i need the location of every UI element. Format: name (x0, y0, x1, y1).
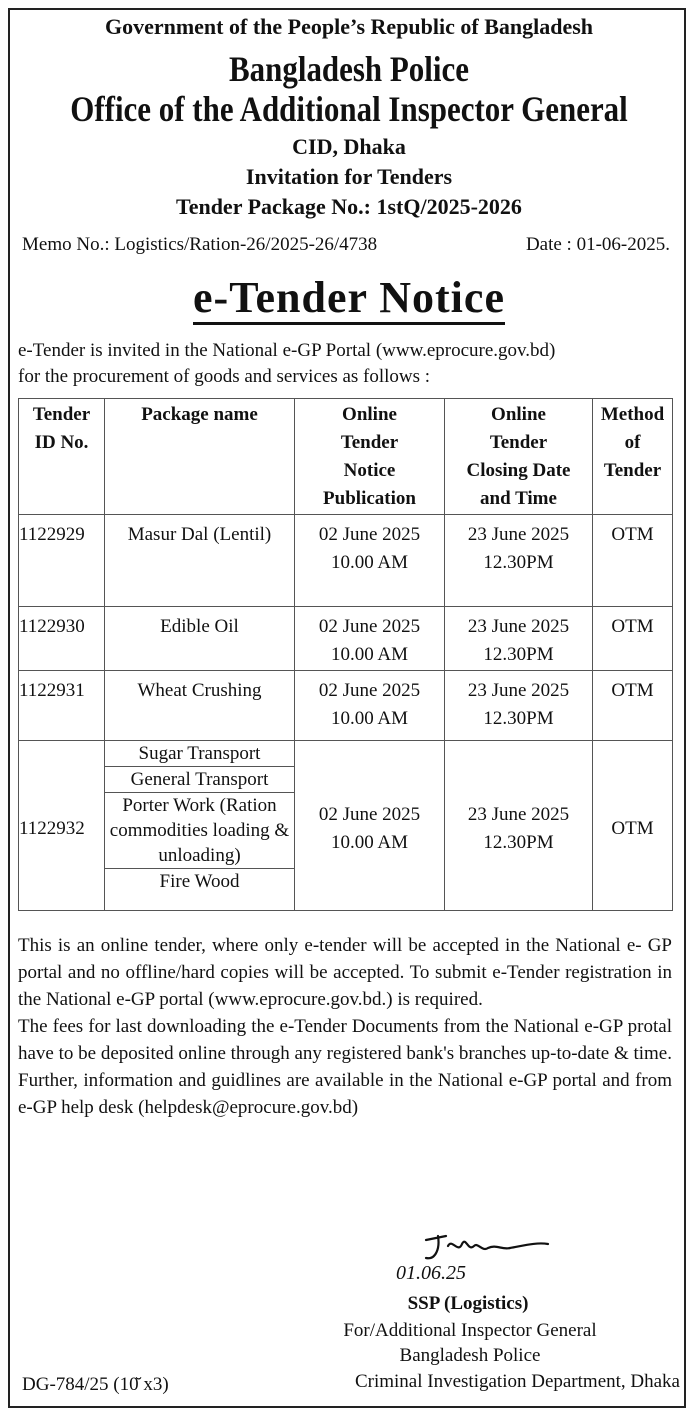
publication-cell (295, 741, 445, 911)
tender-id-cell: 1122931 (19, 671, 105, 741)
tender-id-cell: 1122930 (19, 607, 105, 671)
notice-title-text: e-Tender Notice (193, 273, 505, 325)
close-date: 23 June 2025 (467, 680, 570, 701)
table-row (19, 671, 673, 741)
close-date: 23 June 2025 (467, 616, 570, 637)
header-text: Publication (323, 488, 416, 509)
publication-cell (295, 515, 445, 607)
pub-date: 02 June 2025 (318, 524, 421, 545)
header-publication (295, 399, 445, 515)
close-time: 12.30PM (483, 708, 554, 729)
header-tender-id (19, 399, 105, 515)
location-heading: CID, Dhaka (292, 134, 406, 159)
invitation-heading: Invitation for Tenders (245, 164, 453, 189)
signatory-org: Bangladesh Police (399, 1345, 541, 1366)
intro-line-2: for the procurement of goods and services as follows : (18, 366, 431, 387)
body-text (18, 932, 672, 1121)
intro-text (18, 338, 682, 390)
close-time: 12.30PM (483, 552, 554, 573)
method-cell: OTM (593, 607, 673, 671)
package-cell: Wheat Crushing (105, 671, 295, 741)
organization-heading: Bangladesh Police (229, 49, 469, 89)
package-cell-group (105, 741, 295, 911)
notice-title (0, 272, 698, 323)
method-cell: OTM (593, 671, 673, 741)
package-item: Fire Wood (159, 871, 240, 892)
close-time: 12.30PM (483, 644, 554, 665)
memo-number: Memo No.: Logistics/Ration-26/2025-26/4738 (22, 234, 378, 255)
pub-time: 10.00 AM (330, 708, 409, 729)
memo-date: Date : 01-06-2025. (525, 234, 670, 255)
header-text: and Time (480, 488, 557, 509)
header-text: Tender (340, 432, 399, 453)
header-closing (445, 399, 593, 515)
header-text: Tender (489, 432, 548, 453)
close-date: 23 June 2025 (467, 803, 570, 825)
pub-time: 10.00 AM (330, 552, 409, 573)
tender-id-cell: 1122929 (19, 515, 105, 607)
package-item: Porter Work (Ration commodities loading & unloading) (105, 793, 294, 869)
table-row (19, 607, 673, 671)
closing-cell (445, 671, 593, 741)
package-cell: Edible Oil (105, 607, 295, 671)
header-text: Online (342, 404, 397, 425)
paragraph: This is an online tender, where only e-tender will be accepted in the National e- GP portal and no offline/hard copies will be accepted. To submit e-Tender registration in the National e-GP portal (www.eprocure.gov.bd.) is required. (18, 935, 672, 1010)
header-text: Tender (32, 404, 91, 425)
closing-cell (445, 607, 593, 671)
intro-line-1: e-Tender is invited in the National e-GP Portal (www.eprocure.gov.bd) (18, 340, 556, 361)
header-text: Notice (343, 460, 396, 481)
header-text: Package name (141, 404, 258, 425)
package-number: Tender Package No.: 1stQ/2025-2026 (176, 194, 522, 219)
header-text: Tender (603, 460, 662, 481)
tender-table (18, 398, 673, 911)
header-text: ID No. (34, 432, 89, 453)
pub-time: 10.00 AM (330, 831, 409, 853)
pub-date: 02 June 2025 (318, 680, 421, 701)
pub-time: 10.00 AM (330, 644, 409, 665)
table-row (19, 741, 673, 911)
package-item: Sugar Transport (105, 741, 294, 767)
header-text: of (624, 432, 641, 453)
signatory-dept: Criminal Investigation Department, Dhaka (354, 1371, 680, 1392)
package-item: General Transport (105, 767, 294, 793)
tender-id-cell: 1122932 (19, 741, 105, 911)
publication-cell (295, 607, 445, 671)
closing-cell (445, 515, 593, 607)
close-time: 12.30PM (483, 831, 554, 853)
pub-date: 02 June 2025 (318, 616, 421, 637)
pub-date: 02 June 2025 (318, 803, 421, 825)
close-date: 23 June 2025 (467, 524, 570, 545)
header-text: Online (491, 404, 546, 425)
table-row (19, 515, 673, 607)
paragraph: The fees for last downloading the e-Tender Documents from the National e-GP protal have to be deposited online through any registered bank's branches up-to-date & time. Further, information and guidlines are available in the National e-GP portal and from e-GP help desk (helpdesk@eprocure.gov.bd) (18, 1016, 672, 1118)
closing-cell (445, 741, 593, 911)
signatory-designation: SSP (Logistics) (407, 1293, 529, 1314)
method-cell: OTM (593, 515, 673, 607)
header-package-name (105, 399, 295, 515)
office-heading: Office of the Additional Inspector General (70, 89, 628, 129)
government-heading: Government of the People’s Republic of Bangladesh (104, 14, 594, 39)
table-header-row (19, 399, 673, 515)
header-method (593, 399, 673, 515)
publication-cell (295, 671, 445, 741)
signature-date: 01.06.25 (396, 1262, 466, 1284)
package-cell: Masur Dal (Lentil) (105, 515, 295, 607)
method-cell: OTM (593, 741, 673, 911)
signatory-for-line: For/Additional Inspector General (343, 1320, 597, 1341)
header-text: Closing Date (466, 460, 571, 481)
footer-reference: DG-784/25 (10̆ x3) (22, 1374, 169, 1395)
header-text: Method (600, 404, 665, 425)
